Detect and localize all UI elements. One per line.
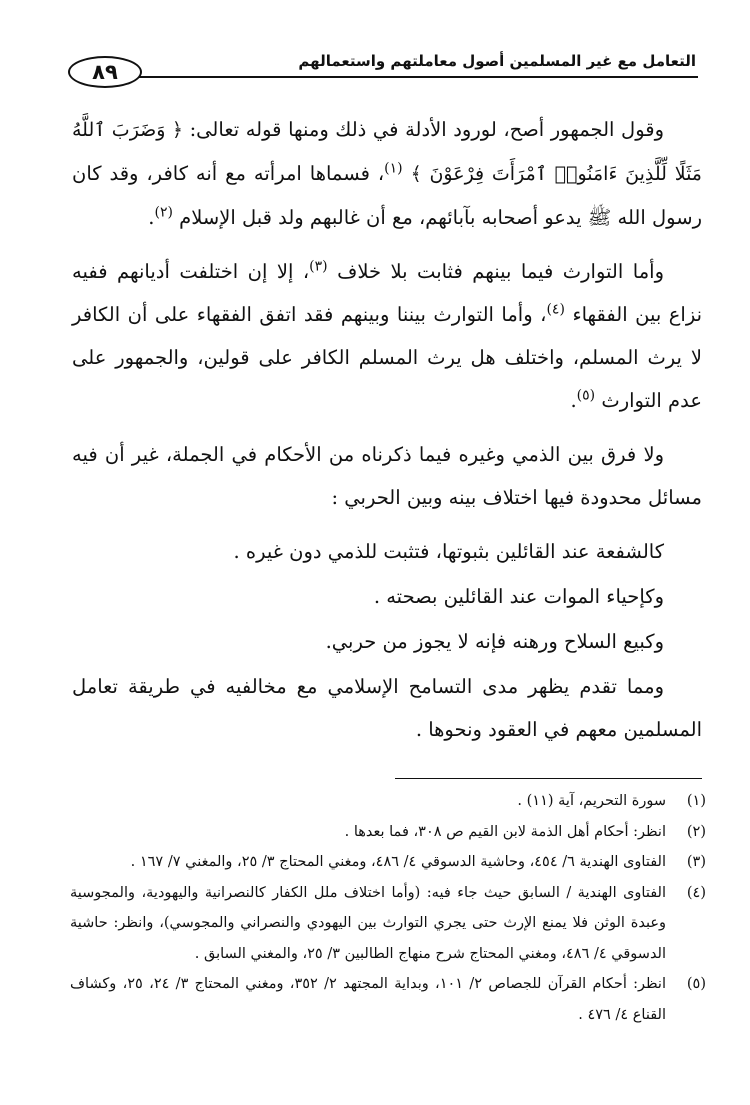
paragraph-2: وأما التوارث فيما بينهم فثابت بلا خلاف $^{(٣)}$، إلا إن اختلفت أديانهم ففيه نزاع بين الفقهاء $^{(٤)}$، وأما التوارث بيننا وبينهم فقد اتفق الفقهاء على أن الكافر لا يرث المسلم، واختلف هل يرث المسلم الكافر على قولين، والجمهور على عدم التوارث $^{(٥)}$. [72,258,703,412]
footnote-ref-5: (٥) [576,387,596,404]
footnote-text: انظر: أحكام أهل الذمة لابن القيم ص ٣٠٨، فما بعدها . [344,823,666,840]
paragraph-1-text-b: ، فسماها امرأته مع أنه كافر، وقد كان رسول الله ﷺ يدعو أصحابه بآبائهم، مع أن غالبهم ولد قبل الإسلام [72,162,702,229]
footnote-5 [70,969,706,1030]
footnote-text: سورة التحريم، آية (١١) . [517,793,666,809]
paragraph-3: ولا فرق بين الذمي وغيره فيما ذكرناه من الأحكام في الجملة، غير أن فيه مسائل محدودة فيها اختلاف بينه وبين الحربي : [72,443,702,509]
list-item-3: وكبيع السلاح ورهنه فإنه لا يجوز من حربي. [325,630,664,653]
main-text [72,108,702,762]
footnote-4 [70,878,706,970]
list-item-1: كالشفعة عند القائلين بثبوتها، فتثبت للذمي دون غيره . [233,540,664,563]
page-number: ٨٩ [68,56,142,88]
running-header [68,50,698,90]
footnote-ref-4: (٤) [546,301,565,318]
paragraph-1: وقول الجمهور أصح، لورود الأدلة في ذلك ومنها قوله تعالى: ﴿ وَضَرَبَ ٱللَّهُ مَثَلًا لِّلَّذِينَ ءَامَنُوا۟ ٱمْرَأَتَ فِرْعَوْنَ ﴾ $^{(١)}$، فسماها امرأته مع أنه كافر، وقد كان رسول الله ﷺ يدعو أصحابه بآبائهم، مع أن غالبهم ولد قبل الإسلام $^{(٢)}$. [72,118,702,229]
footnote-text: انظر: أحكام القرآن للجصاص ٢/ ١٠١، وبداية المجتهد ٢/ ٣٥٢، ومغني المحتاج ٣/ ٢٤، ٢٥، وكشاف القناع ٤/ ٤٧٦ . [70,976,666,1023]
paragraph-1-text-a: وقول الجمهور أصح، لورود الأدلة في ذلك ومنها قوله تعالى: [189,118,665,141]
footnote-ref-1: (١) [384,160,403,177]
footnote-number: (٣) [686,854,706,870]
paragraph-2-text-c: ، وأما التوارث بيننا وبينهم فقد اتفق الفقهاء على أن الكافر لا يرث المسلم، واختلف هل يرث المسلم الكافر على قولين، والجمهور على عدم التوارث [72,303,702,412]
footnote-2 [70,817,706,848]
footnote-number: (٤) [686,884,706,901]
footnote-3 [70,847,706,878]
paragraph-2-text-a: وأما التوارث فيما بينهم فثابت بلا خلاف [337,260,664,283]
quran-verse: ﴿ وَضَرَبَ ٱللَّهُ مَثَلًا لِّلَّذِينَ ءَامَنُوا۟ ٱمْرَأَتَ فِرْعَوْنَ ﴾ [72,119,702,185]
footnote-separator [395,778,702,779]
list-item-2: وكإحياء الموات عند القائلين بصحته . [373,585,664,608]
footnote-number: (١) [686,793,706,809]
footnote-ref-2: (٢) [154,204,173,221]
footnote-text: الفتاوى الهندية / السابق حيث جاء فيه: (وأما اختلاف ملل الكفار كالنصرانية واليهودية، والمجوسية وعبدة الوثن فلا يمنع الإرث حتى يجري التوارث بين اليهودي والنصراني والمجوسي)، وانظر: حاشية الدسوقي ٤/ ٤٨٦، ومغني المحتاج شرح منهاج الطالبين ٣/ ٢٥، والمغني السابق . [70,884,666,962]
footnote-number: (٢) [686,823,706,840]
paragraph-4: ومما تقدم يظهر مدى التسامح الإسلامي مع مخالفيه في طريقة تعامل المسلمين معهم في العقود ونحوها . [72,675,702,741]
paragraph-2-text-b: ، إلا إن اختلفت أديانهم ففيه نزاع بين الفقهاء [72,260,703,326]
header-title: التعامل مع غير المسلمين أصول معاملتهم واستعمالهم [298,52,696,70]
footnote-number: (٥) [686,976,706,992]
footnote-text: الفتاوى الهندية ٦/ ٤٥٤، وحاشية الدسوقي ٤/ ٤٨٦، ومغني المحتاج ٣/ ٢٥، والمغني ٧/ ١٦٧ . [130,854,666,870]
footnote-1 [70,786,706,817]
footnotes [70,786,706,1030]
footnote-ref-3: (٣) [309,258,328,275]
header-rule [138,76,698,78]
